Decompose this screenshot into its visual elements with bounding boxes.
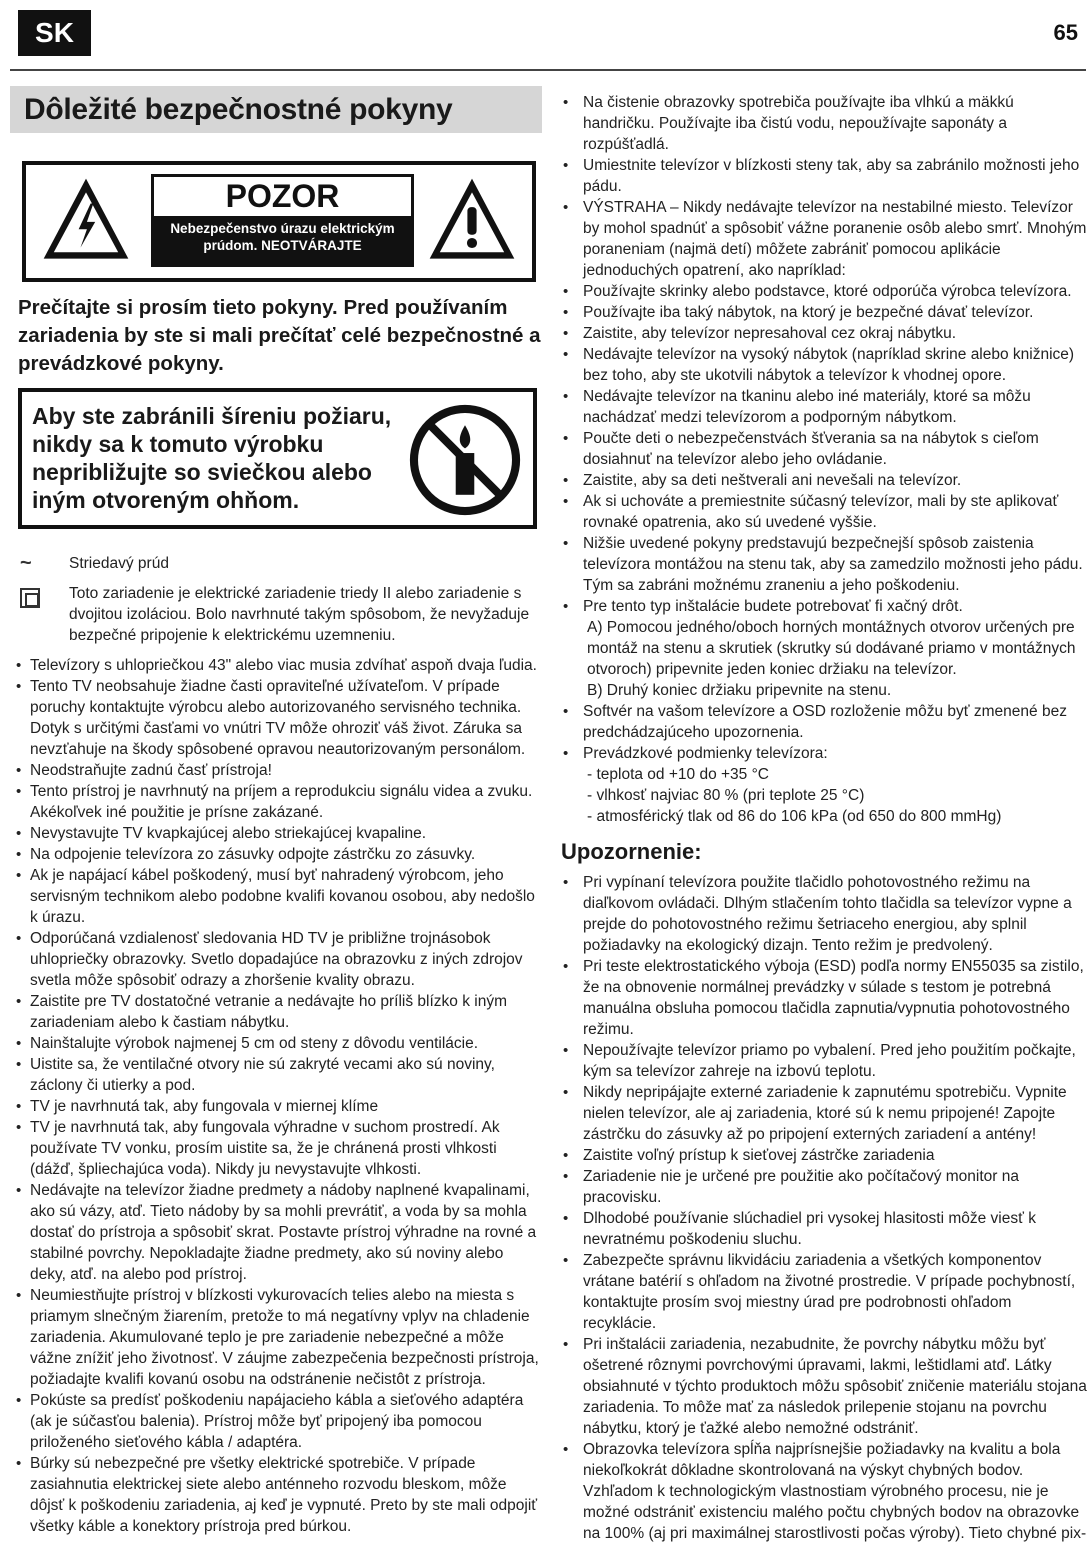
list-item: • Nedávajte televízor na vysoký nábytok (napríklad skrine alebo knižnice) bez toho, aby ste ukotvili nábytok a televízor k vhodnej opore.	[557, 344, 1087, 386]
left-safety-list	[10, 655, 542, 1537]
list-item: • Na čistenie obrazovky spotrebiča používajte iba vlhkú a mäkkú handričku. Používajte iba čistú vodu, nepoužívajte saponáty a rozpúšťadlá.	[557, 92, 1087, 155]
list-item: • Neumiestňujte prístroj v blízkosti vykurovacích telies alebo na miesta s priamym slnečným žiarením, pretože to má negatívny vplyv na chladenie zariadenia. Akumulované teplo je pre zariadenie nebezpečné a môže vážne znížiť jeho životnosť. V záujme zabezpečenia bezpečnosti prístroja, požiadajte kvalifi kovanú osobu na odstránenie nečistôt z prístroja.	[10, 1285, 542, 1390]
list-item: • Neodstraňujte zadnú časť prístroja!	[10, 760, 542, 781]
list-item: • Zaistite pre TV dostatočné vetranie a nedávajte ho príliš blízko k iným zariadeniam alebo k častiam nábytku.	[10, 991, 542, 1033]
list-item: • Nainštalujte výrobok najmenej 5 cm od steny z dôvodu ventilácie.	[10, 1033, 542, 1054]
list-item: • Nevystavujte TV kvapkajúcej alebo striekajúcej kvapaline.	[10, 823, 542, 844]
list-item: • Zabezpečte správnu likvidáciu zariadenia a všetkých komponentov vrátane batérií s ohľadom na životné prostredie. V prípade pochybností, kontaktujte prosím svoj miestny úrad pre podrobnosti ohľadom recyklácie.	[557, 1250, 1087, 1334]
no-open-flame-icon	[407, 402, 523, 518]
caution-panel	[22, 161, 536, 282]
page-number: 65	[1053, 20, 1078, 45]
list-item: • Pri inštalácii zariadenia, nezabudnite, že povrchy nábytku môžu byť ošetrené rôznymi povrchovými úpravami, lakmi, leštidlami atď. Látky obsiahnuté v týchto produktoch môžu spôsobiť zničenie materiálu stojana zariadenia. To môže mať za následok prilepenie stojanu na povrchu nábytku, ktorý je ťažké alebo nemožné odstrániť.	[557, 1334, 1087, 1439]
list-item: • Televízory s uhlopriečkou 43" alebo viac musia zdvíhať aspoň dvaja ľudia.	[10, 655, 542, 676]
list-item: • Používajte iba taký nábytok, na ktorý je bezpečné dávať televízor.	[557, 302, 1087, 323]
list-item: • Prevádzkové podmienky televízora: - teplota od +10 do +35 °C - vlhkosť najviac 80 % (pri teplote 25 °C) - atmosférický tlak od 86 do 106 kPa (od 650 do 800 mmHg)	[557, 743, 1087, 827]
language-badge: SK	[18, 10, 91, 56]
list-item: • Ak si uchováte a premiestnite súčasný televízor, mali by ste aplikovať rovnaké opatrenia, ako sú uvedené vyššie.	[557, 491, 1087, 533]
list-item: • Uistite sa, že ventilačné otvory nie sú zakryté vecami ako sú noviny, záclony či utierky a pod.	[10, 1054, 542, 1096]
list-item: • Nedávajte na televízor žiadne predmety a nádoby naplnené kvapalinami, ako sú vázy, atď. Tieto nádoby by sa mohli prevrátiť, a voda by sa mohla dostať do prístroja a spôsobiť skrat. Postavte prístroj výhradne na rovné a stabilné povrchy. Nepokladajte žiadne predmety, ako sú noviny alebo deky, atď. na alebo pod prístroj.	[10, 1180, 542, 1285]
fire-warning-text: Aby ste zabránili šíreniu požiaru, nikdy sa k tomuto výrobku nepribližujte so sviečkou alebo iným otvoreným ohňom.	[32, 403, 392, 513]
alternating-current-icon: ~	[20, 552, 32, 574]
caution-word: POZOR	[154, 177, 411, 216]
fire-warning-panel	[18, 388, 537, 529]
operating-condition: - vlhkosť najviac 80 % (pri teplote 25 °C)	[587, 787, 865, 804]
list-item: • Odporúčaná vzdialenosť sledovania HD TV je približne trojnásobok uhlopriečky obrazovky. Svetlo dopadajúce na obrazovku z iných zdrojov svetla môže spôsobiť odrazy a zhoršenie kvality obrazu.	[10, 928, 542, 991]
list-item: • Tento prístroj je navrhnutý na príjem a reprodukciu signálu videa a zvuku. Akékoľvek iné použitie je prísne zakázané.	[10, 781, 542, 823]
left-column	[10, 86, 542, 1537]
list-item: • VÝSTRAHA – Nikdy nedávajte televízor na nestabilné miesto. Televízor by mohol spadnúť a spôsobiť vážne poranenie osôb alebo smrť. Mnohým poraneniam (najmä detí) môžete zabrániť pomocou aplikácie jednoduchých opatrení, ako napríklad:	[557, 197, 1087, 281]
list-item: • Nepoužívajte televízor priamo po vybalení. Pred jeho použitím počkajte, kým sa televízor zahreje na izbovú teplotu.	[557, 1040, 1087, 1082]
list-item: • Poučte deti o nebezpečenstvách šťverania sa na nábytok s cieľom dosiahnuť na televízor alebo jeho ovládanie.	[557, 428, 1087, 470]
caution-subtitle: Nebezpečenstvo úrazu elektrickým prúdom. NEOTVÁRAJTE	[170, 221, 395, 253]
right-safety-list	[557, 92, 1087, 827]
intro-text: Prečítajte si prosím tieto pokyny. Pred používaním zariadenia by ste si mali prečítať celé bezpečnostné a prevádzkové pokyny.	[18, 296, 541, 375]
page-title: Dôležité bezpečnostné pokyny	[24, 92, 453, 126]
list-item: • TV je navrhnutá tak, aby fungovala v miernej klíme	[10, 1096, 542, 1117]
caution-label-box	[151, 174, 414, 267]
list-item: • Ak je napájací kábel poškodený, musí byť nahradený výrobcom, jeho servisným technikom alebo podobne kvalifi kovanou osobou, aby nedošlo k úrazu.	[10, 865, 542, 928]
list-item: • Používajte skrinky alebo podstavce, ktoré odporúča výrobca televízora.	[557, 281, 1087, 302]
right-column	[557, 92, 1087, 1544]
symbol-description: Toto zariadenie je elektrické zariadenie triedy II alebo zariadenie s dvojitou izoláciou. Bolo navrhnuté takým spôsobom, že nevyžaduje bezpečné pripojenie k elektrickému uzemneniu.	[69, 585, 530, 644]
list-item: • Zaistite voľný prístup k sieťovej zástrčke zariadenia	[557, 1145, 1087, 1166]
notice-heading: Upozornenie:	[561, 839, 702, 864]
list-item: • Zaistite, aby sa deti neštverali ani nevešali na televízor.	[557, 470, 1087, 491]
list-item: • Nižšie uvedené pokyny predstavujú bezpečnejší spôsob zaistenia televízora montážou na stenu tak, aby sa zamedzilo možnosti jeho pádu. Tým sa zabráni možnému zraneniu a jeho poškodeniu.	[557, 533, 1087, 596]
symbol-row	[20, 583, 542, 646]
list-item: • Pokúste sa predísť poškodeniu napájacieho kábla a sieťového adaptéra (ak je súčasťou balenia). Prístroj môže byť pripojený iba pomocou priloženého sieťového kábla / adaptéra.	[10, 1390, 542, 1453]
operating-condition: - teplota od +10 do +35 °C	[587, 766, 769, 783]
list-item: • Obrazovka televízora spĺňa najprísnejšie požiadavky na kvalitu a bola niekoľkokrát dôkladne skontrolovaná na výskyt chybných bodov. Vzhľadom k technologickým vlastnostiam výrobného procesu, nie je možné odstrániť existenciu malého počtu chybných bodov na obrazovke na 100% (aj pri maximálnej starostlivosti počas výroby). Tieto chybné pix-	[557, 1439, 1087, 1544]
mounting-step: B) Druhý koniec držiaku pripevnite na stenu.	[587, 682, 892, 699]
list-item: • Pri teste elektrostatického výboja (ESD) podľa normy EN55035 sa zistilo, že na obnovenie normálnej prevádzky v súlade s testom je potrebná manuálna obsluha pomocou tlačidla zapnutia/vypnutia pohotovostného režimu.	[557, 956, 1087, 1040]
list-item: • Dlhodobé používanie slúchadiel pri vysokej hlasitosti môže viesť k nevratnému poškodeniu sluchu.	[557, 1208, 1087, 1250]
list-item: • Pri vypínaní televízora použite tlačidlo pohotovostného režimu na diaľkovom ovládači. Dlhým stlačením tohto tlačidla sa televízor vypne a prejde do pohotovostného režimu šetriaceho energiou, aby splnil požiadavky na ekologický dizajn. Tento režim je predvolený.	[557, 872, 1087, 956]
operating-condition: - atmosférický tlak od 86 do 106 kPa (od 650 do 800 mmHg)	[587, 808, 1002, 825]
list-item: • Pre tento typ inštalácie budete potrebovať fi xačný drôt. A) Pomocou jedného/oboch horných montážnych otvorov určených pre montáž na stenu a skrutiek (skrutky sú dodávané priamo v montážnych otvoroch) pripevnite jeden koniec držiaku na televízor. B) Druhý koniec držiaku pripevnite na stenu.	[557, 596, 1087, 701]
list-item: • Nedávajte televízor na tkaninu alebo iné materiály, ktoré sa môžu nachádzať medzi televízorom a podporným nábytkom.	[557, 386, 1087, 428]
list-item: • Búrky sú nebezpečné pre všetky elektrické spotrebiče. V prípade zasiahnutia elektrickej siete alebo anténneho rozvodu bleskom, môže dôjsť k poškodeniu zariadenia, aj keď je vypnuté. Preto by ste mali odpojiť všetky káble a konektory prístroja pred búrkou.	[10, 1453, 542, 1537]
symbol-row	[20, 553, 542, 574]
mounting-step: A) Pomocou jedného/oboch horných montážnych otvorov určených pre montáž na stenu a skrutiek (skrutky sú dodávané priamo v montážnych otvoroch) pripevnite jeden koniec držiaku na televízor.	[587, 619, 1076, 678]
list-item: • Tento TV neobsahuje žiadne časti opraviteľné užívateľom. V prípade poruchy kontaktujte výrobcu alebo autorizovaného servisného technika. Dotyk s určitými časťami vo vnútri TV môže ohroziť váš život. Záruka sa nevzťahuje na škody spôsobené opravou neautorizovaným personálom.	[10, 676, 542, 760]
symbol-legend	[20, 553, 542, 646]
list-item: • Na odpojenie televízora zo zásuvky odpojte zástrčku zo zásuvky.	[10, 844, 542, 865]
header-divider	[10, 69, 1086, 71]
list-item: • Umiestnite televízor v blízkosti steny tak, aby sa zabránilo možnosti jeho pádu.	[557, 155, 1087, 197]
list-item: • Zaistite, aby televízor nepresahoval cez okraj nábytku.	[557, 323, 1087, 344]
list-item: • Zariadenie nie je určené pre použitie ako počítačový monitor na pracovisku.	[557, 1166, 1087, 1208]
class-ii-double-insulation-icon	[20, 588, 40, 608]
list-item: • TV je navrhnutá tak, aby fungovala výhradne v suchom prostredí. Ak používate TV vonku, prosím uistite sa, že je chránená prosti vlhkosti (dážď, špliechajúca voda). Nikdy ju nevystavujte vlhkosti.	[10, 1117, 542, 1180]
list-item: • Softvér na vašom televízore a OSD rozloženie môžu byť zmenené bez predchádzajúceho upozornenia.	[557, 701, 1087, 743]
symbol-description: Striedavý prúd	[69, 555, 169, 572]
title-band	[10, 86, 542, 133]
electric-shock-warning-icon	[40, 174, 132, 266]
notice-list	[557, 872, 1087, 1544]
exclamation-warning-icon	[426, 174, 518, 266]
list-item: • Nikdy nepripájajte externé zariadenie k zapnutému spotrebiču. Vypnite nielen televízor, ale aj zariadenia, ktoré sú k nemu pripojené! Zapojte zástrčku do zásuvky až po pripojení externých zariadení a antény!	[557, 1082, 1087, 1145]
